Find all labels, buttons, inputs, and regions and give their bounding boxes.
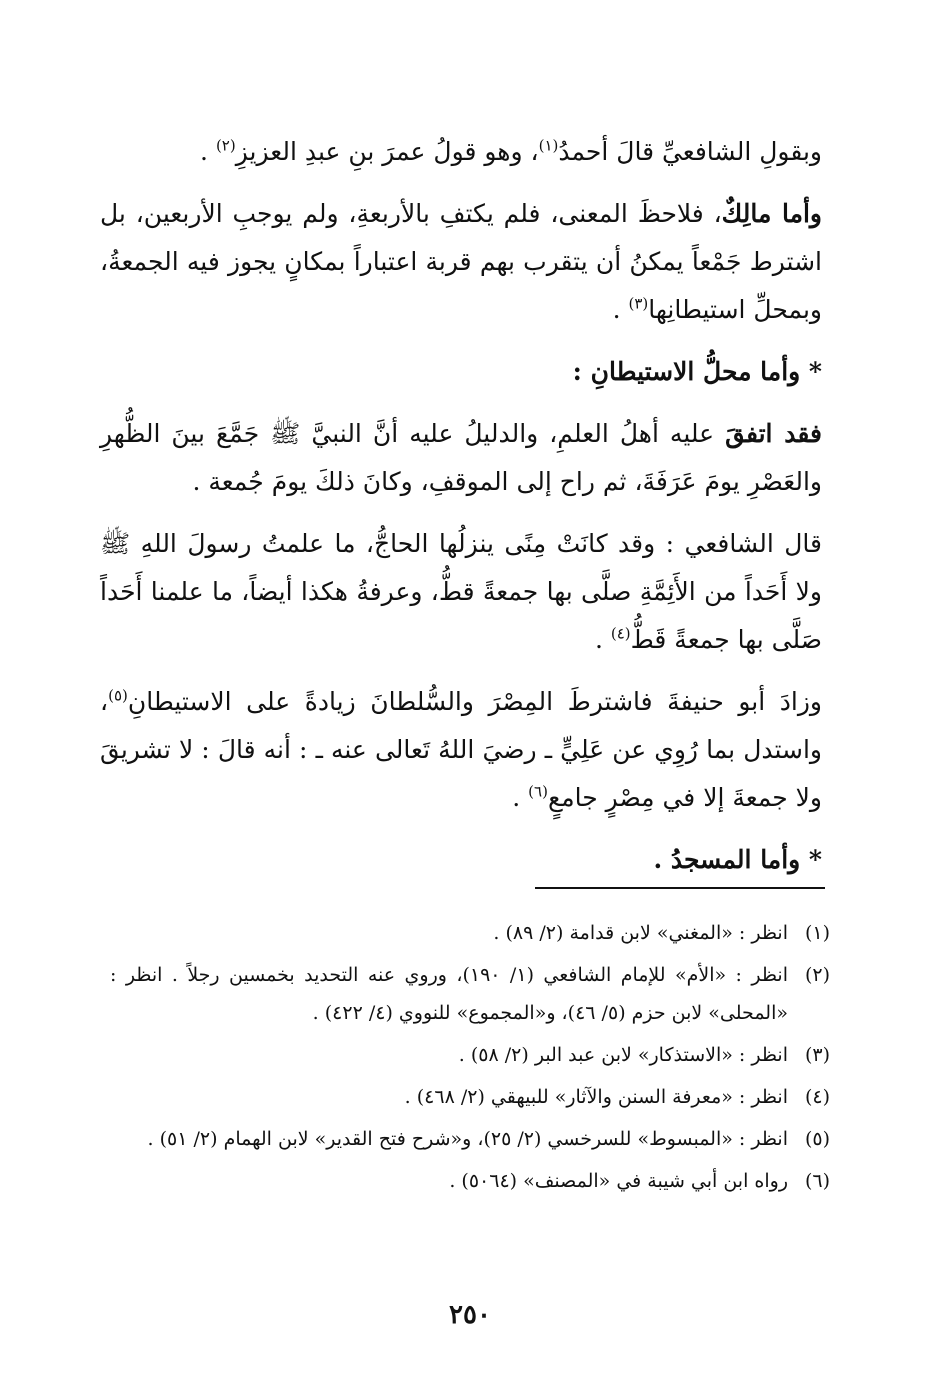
section-heading-masjid: * وأما المسجدُ . — [653, 845, 822, 874]
para5-text: وزادَ أبو حنيفةَ فاشترطَ المِصْرَ والسُّلطانَ زيادةً على الاستيطانِ — [127, 687, 822, 716]
footnote-item — [110, 1120, 830, 1158]
footnote-number: (٦) — [804, 1170, 830, 1192]
paragraph-1 — [100, 128, 822, 176]
para4-end: . — [594, 625, 611, 654]
footnote-text: انظر : «الاستذكار» لابن عبد البر (٢/ ٥٨) . — [458, 1044, 788, 1066]
para5-end: . — [512, 783, 529, 812]
para2-end: . — [612, 295, 629, 324]
footnote-ref-5[interactable]: (٥) — [108, 686, 128, 705]
footnote-item — [110, 914, 830, 952]
footnote-ref-2[interactable]: (٢) — [215, 136, 236, 155]
footnote-ref-4[interactable]: (٤) — [610, 624, 631, 643]
paragraph-2 — [100, 190, 822, 334]
footnote-text: انظر : «المبسوط» للسرخسي (٢/ ٢٥)، و«شرح فتح القدير» لابن الهمام (٢/ ٥١) . — [147, 1128, 788, 1150]
para2-lead: وأما مالِكٌ — [721, 199, 822, 228]
footnote-number: (٥) — [804, 1128, 830, 1150]
footnote-number: (٣) — [804, 1044, 830, 1066]
footnote-text: انظر : «الأم» للإمام الشافعي (١/ ١٩٠)، وروي عنه التحديد بخمسين رجلاً . انظر : «المحلى» لابن حزم (٥/ ٤٦)، و«المجموع» للنووي (٤/ ٤٢٢) . — [110, 964, 788, 1024]
page-number: ٢٥٠ — [449, 1300, 491, 1330]
footnote-divider — [535, 887, 825, 889]
footnote-number: (٢) — [804, 964, 830, 986]
footnote-ref-3[interactable]: (٣) — [628, 294, 649, 313]
paragraph-5 — [100, 678, 822, 822]
footnote-ref-1[interactable]: (١) — [538, 136, 559, 155]
para3-text: عليه أهلُ العلمِ، والدليلُ عليه أنَّ النبيَّ ﷺ جَمَّعَ بينَ الظُّهرِ والعَصْرِ يومَ عَرَفَةَ، ثم راح إلى الموقفِ، وكانَ ذلكَ يومَ جُمعة . — [100, 419, 822, 496]
footnotes — [110, 914, 830, 1204]
footnote-ref-6[interactable]: (٦) — [528, 782, 548, 801]
para4-text: قال الشافعي : وقد كانَتْ مِنًى ينزلُها الحاجُّ، ما علمتُ رسولَ اللهِ ﷺ ولا أَحَداً من الأَئِمَّةِ صلَّى بها جمعةً قطُّ، وعرفةُ هكذا أيضاً، ما علمنا أَحَداً صَلَّى بها جمعةً قَطُّ — [100, 529, 822, 654]
para2-text: ، فلاحظَ المعنى، فلم يكتفِ بالأربعةِ، ولم يوجبِ الأربعين، بل اشترط جَمْعاً يمكنُ أن يتقرب بهم قربة اعتباراً بمكانٍ يجوز فيه الجمعةُ، وبمحلِّ استيطانِها — [100, 199, 822, 324]
para1-end: . — [200, 137, 216, 166]
para1-text2: ، وهو قولُ عمرَ بنِ عبدِ العزيزِ — [235, 137, 539, 166]
section-heading-istitan: * وأما محلُّ الاستيطانِ : — [572, 357, 822, 386]
footnote-item — [110, 956, 830, 1032]
para1-text: وبقولِ الشافعيِّ قالَ أحمدُ — [558, 137, 822, 166]
footnote-number: (٤) — [804, 1086, 830, 1108]
footnote-item — [110, 1162, 830, 1200]
footnote-text: انظر : «معرفة السنن والآثار» للبيهقي (٢/ ٤٦٨) . — [404, 1086, 788, 1108]
paragraph-4 — [100, 520, 822, 664]
footnote-text: انظر : «المغني» لابن قدامة (٢/ ٨٩) . — [493, 922, 788, 944]
para5-text2: ، واستدل بما رُوِي عن عَلِيٍّ ـ رضيَ اللهُ تَعالى عنه ـ : أنه قالَ : لا تشريقَ ولا جمعةَ إلا في مِصْرٍ جامعٍ — [100, 687, 822, 812]
footnote-text: رواه ابن أبي شيبة في «المصنف» (٥٠٦٤) . — [449, 1170, 788, 1192]
footnote-number: (١) — [804, 922, 830, 944]
main-text — [100, 128, 822, 898]
footnote-item — [110, 1036, 830, 1074]
para3-lead: فقد اتفقَ — [725, 419, 822, 448]
footnote-item — [110, 1078, 830, 1116]
paragraph-3 — [100, 410, 822, 506]
